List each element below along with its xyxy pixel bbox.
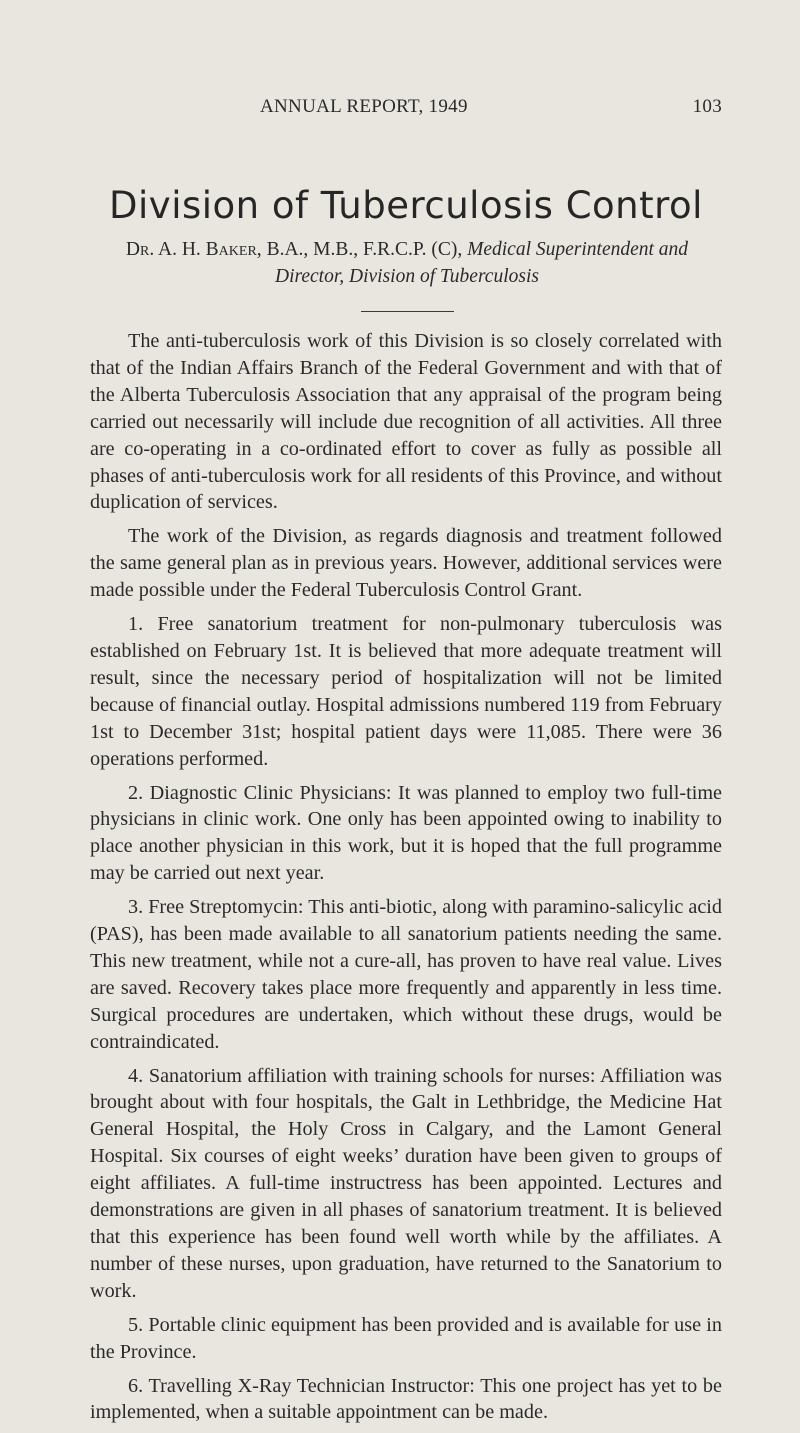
report-body	[90, 328, 722, 1433]
paragraph-item-4: 4. Sanatorium affiliation with training schools for nurses: Affiliation was brought about with four hospitals, the Galt in Lethbridge, the Medicine Hat General Hospital, the Holy Cross in Calgary, and the Lamont General Hospital. Six courses of eight weeks’ duration have been given to groups of eight affiliates. A full-time instructress has been appointed. Lectures and demonstrations are given in all phases of sanatorium treatment. It is believed that this experience has been found well worth while by the affiliates. A number of these nurses, upon graduation, have returned to the Sanatorium to work.	[90, 1064, 722, 1302]
running-title: ANNUAL REPORT, 1949	[260, 96, 468, 117]
paragraph-intro: The anti-tuberculosis work of this Division is so closely correlated with that of the Indian Affairs Branch of the Federal Government and with that of the Alberta Tuberculosis Association that any appraisal of the program being carried out necessarily will include due recognition of all activities. All three are co-operating in a co-ordinated effort to cover as fully as possible all phases of anti-tuberculosis work for all residents of this Province, and without duplication of services.	[90, 330, 722, 514]
paragraph-item-6: 6. Travelling X-Ray Technician Instructor: This one project has yet to be implemented, when a suitable appointment can be made.	[90, 1374, 722, 1424]
paragraph-item-5: 5. Portable clinic equipment has been provided and is available for use in the Province.	[90, 1313, 722, 1363]
author-role: Medical Superintendent and Director, Division of Tuberculosis	[275, 239, 689, 287]
page-number: 103	[692, 96, 722, 117]
paragraph-item-1: 1. Free sanatorium treatment for non-pulmonary tuberculosis was established on February 1st. It is believed that more adequate treatment will result, since the necessary period of hospitalization will not be limited because of financial outlay. Hospital admissions numbered 119 from February 1st to December 31st; hospital patient days were 11,085. There were 36 operations performed.	[90, 613, 722, 770]
paragraph-division-work: The work of the Division, as regards diagnosis and treatment followed the same general plan as in previous years. However, additional services were made possible under the Federal Tuberculosis Control Grant.	[90, 525, 722, 602]
running-header	[90, 96, 722, 120]
author-byline	[90, 236, 724, 290]
author-name: Dr. A. H. Baker,	[125, 239, 262, 260]
section-divider	[361, 311, 454, 312]
page-title: Division of Tuberculosis Control	[109, 184, 703, 227]
paragraph-item-3: 3. Free Streptomycin: This anti-biotic, along with paramino-salicylic acid (PAS), has been made available to all sanatorium patients needing the same. This new treatment, while not a cure-all, has proven to have real value. Lives are saved. Recovery takes place more frequently and apparently in less time. Surgical procedures are undertaken, which without these drugs, would be contraindicated.	[90, 896, 722, 1053]
author-credentials: B.A., M.B., F.R.C.P. (C),	[266, 239, 463, 260]
paragraph-item-2: 2. Diagnostic Clinic Physicians: It was planned to employ two full-time physicians in clinic work. One only has been appointed owing to inability to place another physician in this work, but it is hoped that the full programme may be carried out next year.	[90, 781, 722, 885]
